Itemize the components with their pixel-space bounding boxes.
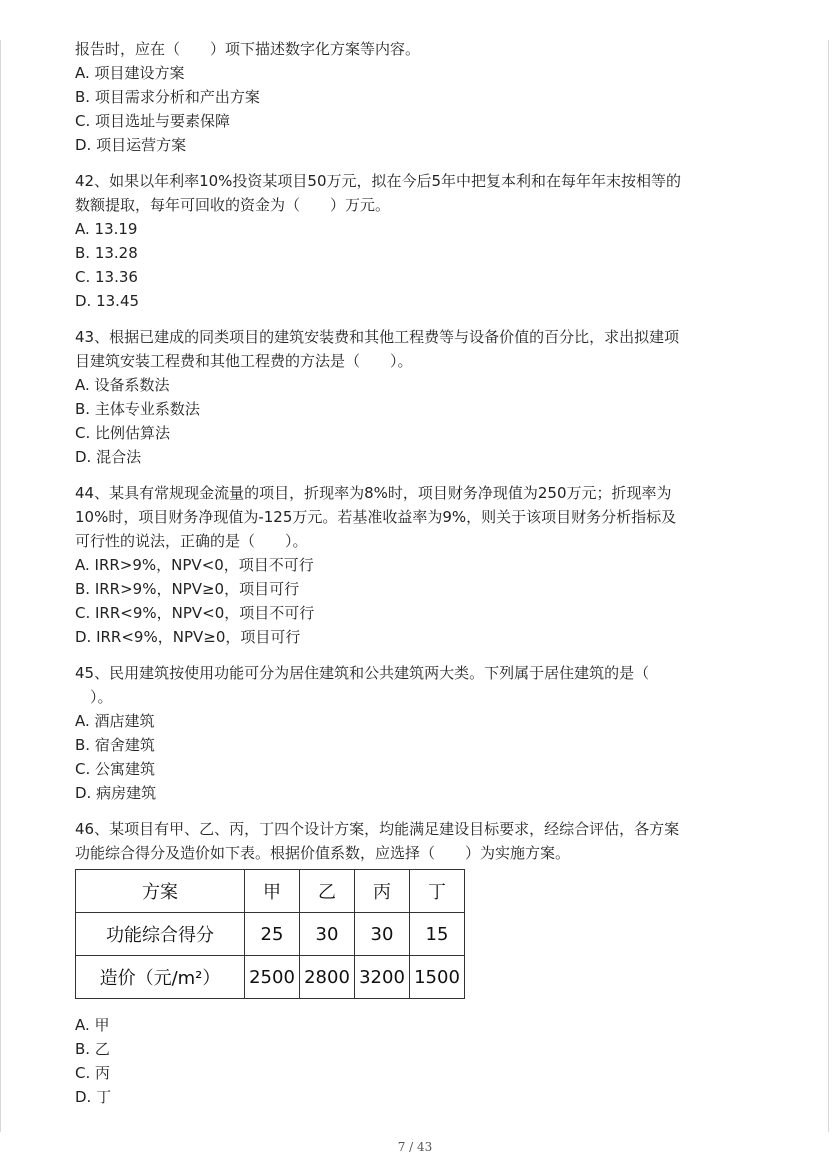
option-c: C. IRR<9%，NPV<0，项目不可行 [75,604,315,622]
question-43 [75,325,755,469]
option-d: D. 项目运营方案 [75,136,187,154]
option-c: C. 13.36 [75,268,138,286]
table-header-row [76,870,465,913]
question-stem-line: ）。 [75,688,113,706]
question-stem-line: 功能综合得分及造价如下表。根据价值系数，应选择（ ）为实施方案。 [75,844,571,862]
option-d: D. 丁 [75,1088,112,1106]
question-stem-line: 数额提取，每年可回收的资金为（ ）万元。 [75,196,391,214]
question-stem-line: 46、某项目有甲、乙、丙，丁四个设计方案，均能满足建设目标要求，经综合评估，各方案 [75,820,680,838]
option-d: D. IRR<9%，NPV≥0，项目可行 [75,628,301,646]
option-a: A. 设备系数法 [75,376,170,394]
question-41-continued [75,37,755,157]
question-stem-line: 42、如果以年利率10%投资某项目50万元，拟在今后5年中把复本利和在每年年末按相等的 [75,172,682,190]
option-b: B. 项目需求分析和产出方案 [75,88,260,106]
table-cell: 3200 [355,956,410,999]
table-cell: 乙 [300,870,355,913]
option-b: B. IRR>9%，NPV≥0，项目可行 [75,580,300,598]
option-c: C. 丙 [75,1064,111,1082]
question-stem-line: 45、民用建筑按使用功能可分为居住建筑和公共建筑两大类。下列属于居住建筑的是（ [75,664,650,682]
option-c: C. 项目选址与要素保障 [75,112,231,130]
option-a: A. 酒店建筑 [75,712,155,730]
option-a: A. 项目建设方案 [75,64,185,82]
option-c: C. 公寓建筑 [75,760,156,778]
question-44 [75,481,755,649]
option-d: D. 混合法 [75,448,142,466]
page-edge-right [828,40,829,1132]
table-cell: 30 [355,913,410,956]
table-cell: 甲 [245,870,300,913]
option-a: A. IRR>9%，NPV<0，项目不可行 [75,556,314,574]
document-content [75,37,755,1109]
question-stem-line: 44、某具有常规现金流量的项目，折现率为8%时，项目财务净现值为250万元；折现率为 [75,484,672,502]
table-cell: 25 [245,913,300,956]
option-b: B. 13.28 [75,244,138,262]
option-c: C. 比例估算法 [75,424,171,442]
table-row [76,956,465,999]
question-stem-line: 43、根据已建成的同类项目的建筑安装费和其他工程费等与设备价值的百分比，求出拟建项 [75,328,680,346]
question-stem-line: 10%时，项目财务净现值为-125万元。若基准收益率为9%，则关于该项目财务分析指标及 [75,508,677,526]
table-row [76,913,465,956]
question-46 [75,817,755,1109]
option-d: D. 13.45 [75,292,140,310]
option-d: D. 病房建筑 [75,784,157,802]
option-b: B. 乙 [75,1040,110,1058]
table-cell: 丙 [355,870,410,913]
question-stem-line: 可行性的说法，正确的是（ ）。 [75,532,308,550]
question-stem-line: 目建筑安装工程费和其他工程费的方法是（ ）。 [75,352,413,370]
table-cell: 方案 [76,870,245,913]
page-number: 7 / 43 [397,1140,433,1154]
option-a: A. 甲 [75,1016,110,1034]
option-b: B. 主体专业系数法 [75,400,200,418]
table-cell: 丁 [410,870,465,913]
page-edge-left [0,40,1,1132]
table-cell: 15 [410,913,465,956]
option-b: B. 宿舍建筑 [75,736,155,754]
table-cell: 1500 [410,956,465,999]
option-a: A. 13.19 [75,220,138,238]
table-cell: 功能综合得分 [76,913,245,956]
question-45 [75,661,755,805]
question-stem: 报告时，应在（ ）项下描述数字化方案等内容。 [75,40,421,58]
table-cell: 造价（元/m²） [76,956,245,999]
table-cell: 2800 [300,956,355,999]
table-cell: 2500 [245,956,300,999]
question-42 [75,169,755,313]
table-cell: 30 [300,913,355,956]
design-scheme-table [75,869,465,999]
